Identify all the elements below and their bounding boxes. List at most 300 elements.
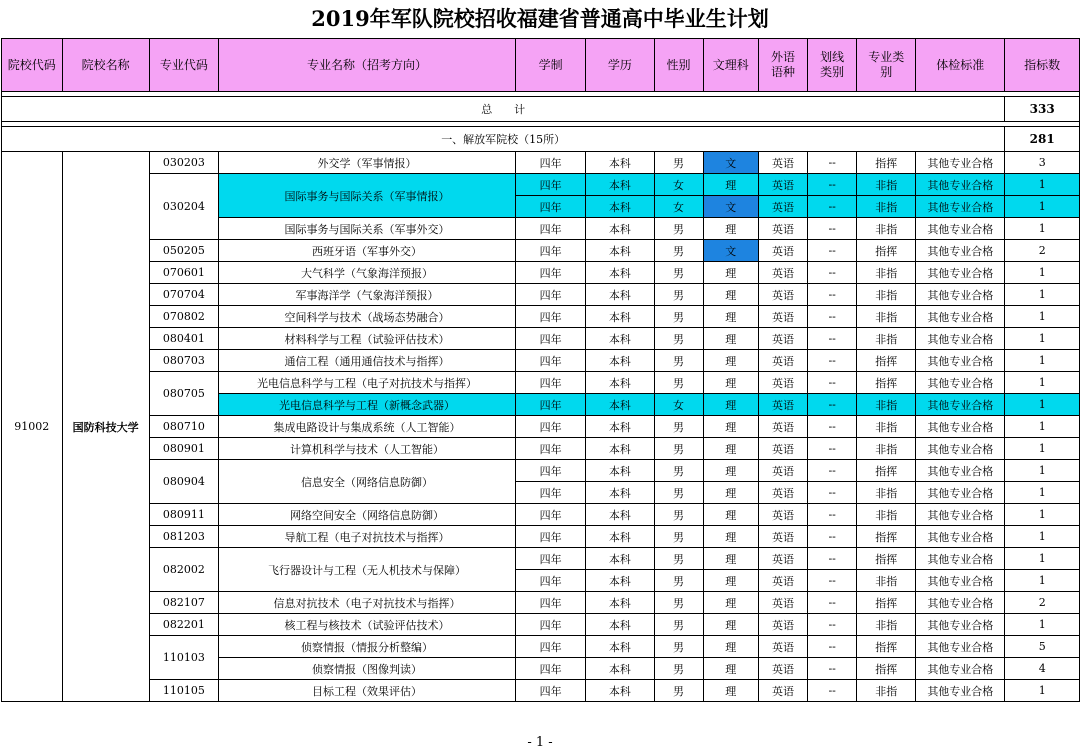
quota-cell: 5: [1005, 636, 1080, 658]
physical-cell: 其他专业合格: [916, 174, 1005, 196]
major-code-cell: 070802: [149, 306, 218, 328]
subject-cell: 文: [703, 196, 758, 218]
gender-cell: 男: [654, 372, 703, 394]
line-category-cell: --: [808, 196, 857, 218]
quota-cell: 1: [1005, 416, 1080, 438]
degree-cell: 本科: [586, 240, 654, 262]
major-name-cell: 国际事务与国际关系（军事外交）: [218, 218, 515, 240]
major-code-cell: 030203: [149, 152, 218, 174]
section-value: 281: [1005, 127, 1080, 152]
duration-cell: 四年: [515, 240, 585, 262]
major-category-cell: 指挥: [857, 240, 916, 262]
degree-cell: 本科: [586, 658, 654, 680]
major-category-cell: 指挥: [857, 592, 916, 614]
line-category-cell: --: [808, 592, 857, 614]
physical-cell: 其他专业合格: [916, 438, 1005, 460]
subject-cell: 理: [703, 570, 758, 592]
degree-cell: 本科: [586, 680, 654, 702]
duration-cell: 四年: [515, 548, 585, 570]
table-row: [2, 592, 1080, 614]
line-category-cell: --: [808, 306, 857, 328]
subject-cell: 理: [703, 460, 758, 482]
major-name-cell: 空间科学与技术（战场态势融合）: [218, 306, 515, 328]
language-cell: 英语: [758, 240, 807, 262]
language-cell: 英语: [758, 416, 807, 438]
duration-cell: 四年: [515, 482, 585, 504]
col-header-physical: 体检标准: [916, 39, 1005, 92]
quota-cell: 1: [1005, 372, 1080, 394]
language-cell: 英语: [758, 680, 807, 702]
major-name-cell: 外交学（军事情报）: [218, 152, 515, 174]
physical-cell: 其他专业合格: [916, 636, 1005, 658]
line-category-cell: --: [808, 174, 857, 196]
duration-cell: 四年: [515, 218, 585, 240]
major-name-cell: 信息对抗技术（电子对抗技术与指挥）: [218, 592, 515, 614]
language-cell: 英语: [758, 460, 807, 482]
quota-cell: 1: [1005, 614, 1080, 636]
duration-cell: 四年: [515, 636, 585, 658]
physical-cell: 其他专业合格: [916, 504, 1005, 526]
major-code-cell: 082201: [149, 614, 218, 636]
physical-cell: 其他专业合格: [916, 372, 1005, 394]
table-row: [2, 328, 1080, 350]
major-code-cell: 030204: [149, 174, 218, 240]
table-row: [2, 680, 1080, 702]
degree-cell: 本科: [586, 570, 654, 592]
col-header-degree: 学历: [586, 39, 654, 92]
physical-cell: 其他专业合格: [916, 394, 1005, 416]
gender-cell: 男: [654, 460, 703, 482]
quota-cell: 2: [1005, 592, 1080, 614]
table-row: [2, 152, 1080, 174]
degree-cell: 本科: [586, 284, 654, 306]
major-code-cell: 081203: [149, 526, 218, 548]
total-row: [2, 97, 1080, 122]
duration-cell: 四年: [515, 372, 585, 394]
language-cell: 英语: [758, 482, 807, 504]
major-name-cell: 国际事务与国际关系（军事情报）: [218, 174, 515, 218]
language-cell: 英语: [758, 350, 807, 372]
table-row: [2, 416, 1080, 438]
degree-cell: 本科: [586, 328, 654, 350]
duration-cell: 四年: [515, 394, 585, 416]
line-category-cell: --: [808, 262, 857, 284]
quota-cell: 1: [1005, 284, 1080, 306]
major-name-cell: 侦察情报（图像判读）: [218, 658, 515, 680]
line-category-cell: --: [808, 218, 857, 240]
major-category-cell: 非指: [857, 262, 916, 284]
line-category-cell: --: [808, 240, 857, 262]
subject-cell: 理: [703, 504, 758, 526]
language-cell: 英语: [758, 394, 807, 416]
major-name-cell: 计算机科学与技术（人工智能）: [218, 438, 515, 460]
line-category-cell: --: [808, 416, 857, 438]
subject-cell: 理: [703, 548, 758, 570]
major-code-cell: 110103: [149, 636, 218, 680]
table-row: [2, 614, 1080, 636]
total-label: 总 计: [2, 97, 1005, 122]
major-name-cell: 西班牙语（军事外交）: [218, 240, 515, 262]
col-header-quota: 指标数: [1005, 39, 1080, 92]
major-name-cell: 导航工程（电子对抗技术与指挥）: [218, 526, 515, 548]
quota-cell: 1: [1005, 350, 1080, 372]
degree-cell: 本科: [586, 416, 654, 438]
degree-cell: 本科: [586, 262, 654, 284]
physical-cell: 其他专业合格: [916, 328, 1005, 350]
degree-cell: 本科: [586, 350, 654, 372]
language-cell: 英语: [758, 570, 807, 592]
major-category-cell: 非指: [857, 614, 916, 636]
major-category-cell: 非指: [857, 196, 916, 218]
col-header-major-category: 专业类别: [857, 39, 916, 92]
degree-cell: 本科: [586, 526, 654, 548]
gender-cell: 男: [654, 218, 703, 240]
gender-cell: 男: [654, 284, 703, 306]
duration-cell: 四年: [515, 416, 585, 438]
line-category-cell: --: [808, 350, 857, 372]
quota-cell: 1: [1005, 306, 1080, 328]
gender-cell: 男: [654, 482, 703, 504]
quota-cell: 1: [1005, 174, 1080, 196]
page-title: 2019年军队院校招收福建省普通高中毕业生计划: [311, 6, 769, 31]
duration-cell: 四年: [515, 570, 585, 592]
language-cell: 英语: [758, 306, 807, 328]
language-cell: 英语: [758, 218, 807, 240]
line-category-cell: --: [808, 504, 857, 526]
major-category-cell: 非指: [857, 394, 916, 416]
line-category-cell: --: [808, 482, 857, 504]
subject-cell: 理: [703, 658, 758, 680]
language-cell: 英语: [758, 548, 807, 570]
major-code-cell: 110105: [149, 680, 218, 702]
subject-cell: 理: [703, 350, 758, 372]
duration-cell: 四年: [515, 592, 585, 614]
major-category-cell: 非指: [857, 438, 916, 460]
table-row: [2, 504, 1080, 526]
major-category-cell: 非指: [857, 570, 916, 592]
section-row: [2, 127, 1080, 152]
major-category-cell: 指挥: [857, 636, 916, 658]
major-code-cell: 080401: [149, 328, 218, 350]
major-category-cell: 指挥: [857, 658, 916, 680]
line-category-cell: --: [808, 680, 857, 702]
major-category-cell: 非指: [857, 306, 916, 328]
major-category-cell: 非指: [857, 680, 916, 702]
line-category-cell: --: [808, 438, 857, 460]
physical-cell: 其他专业合格: [916, 350, 1005, 372]
language-cell: 英语: [758, 504, 807, 526]
major-code-cell: 080911: [149, 504, 218, 526]
table-row: [2, 240, 1080, 262]
duration-cell: 四年: [515, 438, 585, 460]
duration-cell: 四年: [515, 196, 585, 218]
gender-cell: 男: [654, 262, 703, 284]
duration-cell: 四年: [515, 614, 585, 636]
line-category-cell: --: [808, 570, 857, 592]
gender-cell: 女: [654, 196, 703, 218]
total-value: 333: [1005, 97, 1080, 122]
major-category-cell: 指挥: [857, 526, 916, 548]
table-row: [2, 284, 1080, 306]
major-category-cell: 指挥: [857, 372, 916, 394]
major-code-cell: 080703: [149, 350, 218, 372]
gender-cell: 男: [654, 152, 703, 174]
col-header-major-code: 专业代码: [149, 39, 218, 92]
line-category-cell: --: [808, 658, 857, 680]
major-category-cell: 非指: [857, 416, 916, 438]
table-row: [2, 350, 1080, 372]
line-category-cell: --: [808, 614, 857, 636]
table-row: [2, 526, 1080, 548]
gender-cell: 男: [654, 526, 703, 548]
degree-cell: 本科: [586, 196, 654, 218]
physical-cell: 其他专业合格: [916, 658, 1005, 680]
major-code-cell: 070601: [149, 262, 218, 284]
degree-cell: 本科: [586, 218, 654, 240]
quota-cell: 1: [1005, 680, 1080, 702]
major-name-cell: 集成电路设计与集成系统（人工智能）: [218, 416, 515, 438]
line-category-cell: --: [808, 548, 857, 570]
degree-cell: 本科: [586, 636, 654, 658]
duration-cell: 四年: [515, 526, 585, 548]
subject-cell: 理: [703, 306, 758, 328]
degree-cell: 本科: [586, 174, 654, 196]
line-category-cell: --: [808, 526, 857, 548]
major-code-cell: 082002: [149, 548, 218, 592]
gender-cell: 男: [654, 240, 703, 262]
duration-cell: 四年: [515, 680, 585, 702]
language-cell: 英语: [758, 658, 807, 680]
degree-cell: 本科: [586, 152, 654, 174]
physical-cell: 其他专业合格: [916, 306, 1005, 328]
subject-cell: 理: [703, 636, 758, 658]
language-cell: 英语: [758, 152, 807, 174]
major-category-cell: 非指: [857, 174, 916, 196]
subject-cell: 理: [703, 262, 758, 284]
quota-cell: 4: [1005, 658, 1080, 680]
col-header-line-category: 划线类别: [808, 39, 857, 92]
physical-cell: 其他专业合格: [916, 482, 1005, 504]
quota-cell: 1: [1005, 438, 1080, 460]
physical-cell: 其他专业合格: [916, 196, 1005, 218]
physical-cell: 其他专业合格: [916, 570, 1005, 592]
gender-cell: 男: [654, 504, 703, 526]
subject-cell: 理: [703, 174, 758, 196]
subject-cell: 理: [703, 284, 758, 306]
line-category-cell: --: [808, 152, 857, 174]
language-cell: 英语: [758, 636, 807, 658]
subject-cell: 理: [703, 482, 758, 504]
quota-cell: 1: [1005, 196, 1080, 218]
major-category-cell: 指挥: [857, 350, 916, 372]
degree-cell: 本科: [586, 306, 654, 328]
subject-cell: 理: [703, 680, 758, 702]
subject-cell: 理: [703, 416, 758, 438]
table-row: [2, 460, 1080, 482]
gender-cell: 男: [654, 614, 703, 636]
gender-cell: 男: [654, 350, 703, 372]
table-row: [2, 306, 1080, 328]
major-name-cell: 飞行器设计与工程（无人机技术与保障）: [218, 548, 515, 592]
major-name-cell: 核工程与核技术（试验评估技术）: [218, 614, 515, 636]
major-category-cell: 非指: [857, 284, 916, 306]
quota-cell: 1: [1005, 328, 1080, 350]
subject-cell: 理: [703, 394, 758, 416]
major-code-cell: 080901: [149, 438, 218, 460]
major-name-cell: 信息安全（网络信息防御）: [218, 460, 515, 504]
table-row: [2, 262, 1080, 284]
gender-cell: 男: [654, 570, 703, 592]
physical-cell: 其他专业合格: [916, 218, 1005, 240]
line-category-cell: --: [808, 636, 857, 658]
physical-cell: 其他专业合格: [916, 284, 1005, 306]
degree-cell: 本科: [586, 614, 654, 636]
subject-cell: 理: [703, 526, 758, 548]
quota-cell: 1: [1005, 526, 1080, 548]
duration-cell: 四年: [515, 328, 585, 350]
quota-cell: 1: [1005, 570, 1080, 592]
major-name-cell: 目标工程（效果评估）: [218, 680, 515, 702]
major-code-cell: 082107: [149, 592, 218, 614]
major-code-cell: 080904: [149, 460, 218, 504]
major-name-cell: 光电信息科学与工程（电子对抗技术与指挥）: [218, 372, 515, 394]
language-cell: 英语: [758, 262, 807, 284]
major-category-cell: 指挥: [857, 460, 916, 482]
major-name-cell: 大气科学（气象海洋预报）: [218, 262, 515, 284]
subject-cell: 文: [703, 152, 758, 174]
degree-cell: 本科: [586, 460, 654, 482]
duration-cell: 四年: [515, 284, 585, 306]
duration-cell: 四年: [515, 460, 585, 482]
language-cell: 英语: [758, 526, 807, 548]
physical-cell: 其他专业合格: [916, 262, 1005, 284]
quota-cell: 3: [1005, 152, 1080, 174]
physical-cell: 其他专业合格: [916, 152, 1005, 174]
page-number: - 1 -: [527, 735, 553, 750]
duration-cell: 四年: [515, 174, 585, 196]
duration-cell: 四年: [515, 658, 585, 680]
language-cell: 英语: [758, 284, 807, 306]
gender-cell: 男: [654, 658, 703, 680]
quota-cell: 2: [1005, 240, 1080, 262]
physical-cell: 其他专业合格: [916, 460, 1005, 482]
degree-cell: 本科: [586, 394, 654, 416]
language-cell: 英语: [758, 372, 807, 394]
school-name-cell: 国防科技大学: [62, 152, 149, 702]
table-row: [2, 636, 1080, 658]
duration-cell: 四年: [515, 262, 585, 284]
gender-cell: 男: [654, 438, 703, 460]
subject-cell: 理: [703, 438, 758, 460]
language-cell: 英语: [758, 196, 807, 218]
major-code-cell: 080705: [149, 372, 218, 416]
subject-cell: 理: [703, 328, 758, 350]
gender-cell: 男: [654, 592, 703, 614]
major-category-cell: 非指: [857, 328, 916, 350]
gender-cell: 男: [654, 680, 703, 702]
physical-cell: 其他专业合格: [916, 526, 1005, 548]
physical-cell: 其他专业合格: [916, 548, 1005, 570]
gender-cell: 女: [654, 394, 703, 416]
duration-cell: 四年: [515, 350, 585, 372]
table-row: [2, 174, 1080, 196]
quota-cell: 1: [1005, 548, 1080, 570]
subject-cell: 理: [703, 372, 758, 394]
physical-cell: 其他专业合格: [916, 614, 1005, 636]
quota-cell: 1: [1005, 394, 1080, 416]
quota-cell: 1: [1005, 218, 1080, 240]
col-header-gender: 性别: [654, 39, 703, 92]
major-code-cell: 050205: [149, 240, 218, 262]
language-cell: 英语: [758, 614, 807, 636]
physical-cell: 其他专业合格: [916, 240, 1005, 262]
duration-cell: 四年: [515, 152, 585, 174]
col-header-subject: 文理科: [703, 39, 758, 92]
subject-cell: 文: [703, 240, 758, 262]
duration-cell: 四年: [515, 504, 585, 526]
degree-cell: 本科: [586, 438, 654, 460]
gender-cell: 男: [654, 636, 703, 658]
gender-cell: 男: [654, 548, 703, 570]
language-cell: 英语: [758, 592, 807, 614]
line-category-cell: --: [808, 394, 857, 416]
gender-cell: 男: [654, 328, 703, 350]
subject-cell: 理: [703, 614, 758, 636]
quota-cell: 1: [1005, 262, 1080, 284]
degree-cell: 本科: [586, 372, 654, 394]
major-category-cell: 非指: [857, 218, 916, 240]
table-row: [2, 438, 1080, 460]
col-header-language: 外语语种: [758, 39, 807, 92]
col-header-duration: 学制: [515, 39, 585, 92]
line-category-cell: --: [808, 372, 857, 394]
col-header-school-name: 院校名称: [62, 39, 149, 92]
major-category-cell: 指挥: [857, 548, 916, 570]
degree-cell: 本科: [586, 548, 654, 570]
gender-cell: 男: [654, 306, 703, 328]
duration-cell: 四年: [515, 306, 585, 328]
major-name-cell: 通信工程（通用通信技术与指挥）: [218, 350, 515, 372]
major-name-cell: 军事海洋学（气象海洋预报）: [218, 284, 515, 306]
language-cell: 英语: [758, 174, 807, 196]
quota-cell: 1: [1005, 504, 1080, 526]
degree-cell: 本科: [586, 592, 654, 614]
major-category-cell: 非指: [857, 504, 916, 526]
major-category-cell: 指挥: [857, 152, 916, 174]
quota-cell: 1: [1005, 460, 1080, 482]
gender-cell: 男: [654, 416, 703, 438]
line-category-cell: --: [808, 284, 857, 306]
major-name-cell: 材料科学与工程（试验评估技术）: [218, 328, 515, 350]
section-label: 一、解放军院校（15所）: [2, 127, 1005, 152]
major-category-cell: 非指: [857, 482, 916, 504]
school-code-cell: 91002: [2, 152, 63, 702]
col-header-major-name: 专业名称（招考方向）: [218, 39, 515, 92]
subject-cell: 理: [703, 218, 758, 240]
major-code-cell: 070704: [149, 284, 218, 306]
quota-cell: 1: [1005, 482, 1080, 504]
physical-cell: 其他专业合格: [916, 680, 1005, 702]
table-row: [2, 372, 1080, 394]
header-row: [2, 39, 1080, 92]
line-category-cell: --: [808, 460, 857, 482]
enrollment-plan-table: [1, 38, 1080, 702]
physical-cell: 其他专业合格: [916, 416, 1005, 438]
line-category-cell: --: [808, 328, 857, 350]
physical-cell: 其他专业合格: [916, 592, 1005, 614]
degree-cell: 本科: [586, 482, 654, 504]
major-name-cell: 网络空间安全（网络信息防御）: [218, 504, 515, 526]
